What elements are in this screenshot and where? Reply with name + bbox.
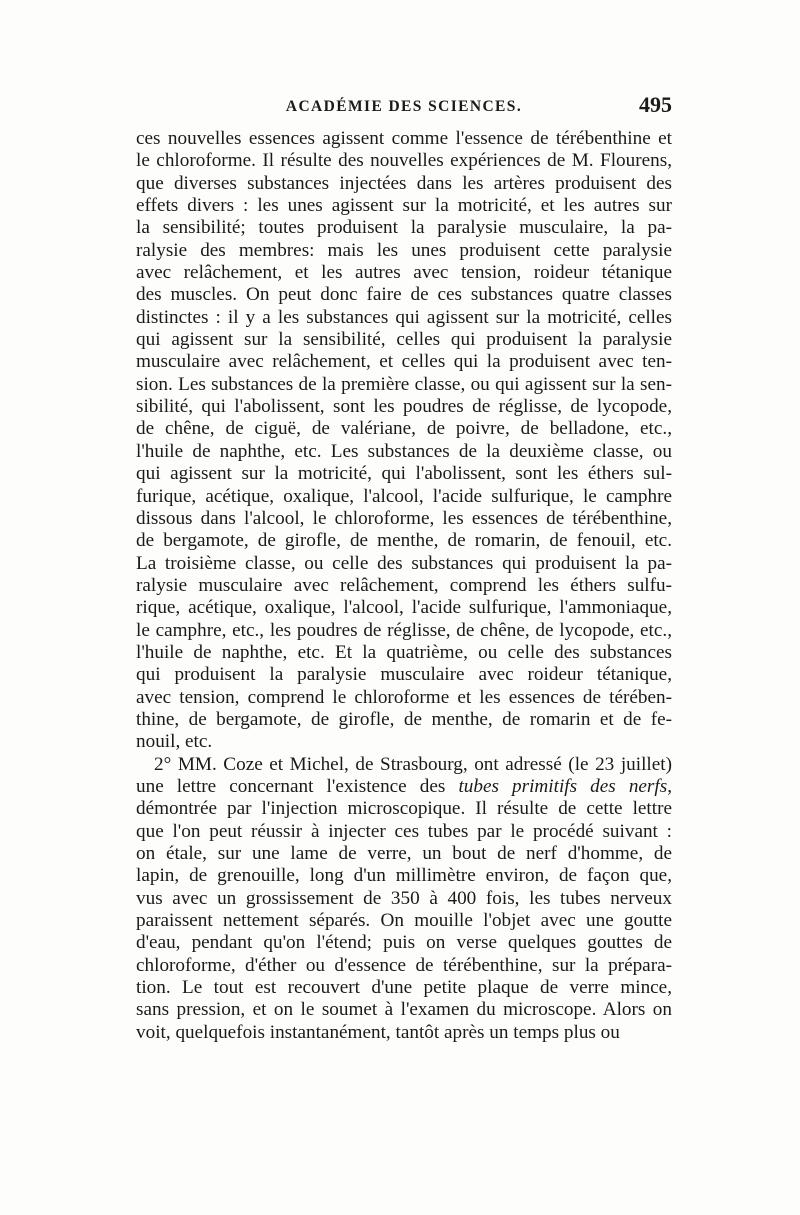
text-line: lapin, de grenouille, long d'un millimètre environ, de façon que, [136,865,672,887]
text-line: on étale, sur une lame de verre, un bout de nerf d'homme, de [136,843,672,864]
text-line: 2° MM. Coze et Michel, de Strasbourg, ont adressé (le 23 juillet) [154,753,672,775]
text-line: avec tension, comprend le chloroforme et les essences de térében- [136,686,672,708]
text-line: l'huile de naphthe, etc. Les substances de la deuxième classe, ou [136,440,672,462]
text-line: avec relâchement, et les autres avec tension, roideur tétanique [136,262,672,284]
text-line: de bergamote, de girofle, de menthe, de romarin, de fenouil, etc. [136,530,672,552]
body-text [136,128,672,1044]
paragraph-2-lines [136,798,672,1044]
running-head [136,92,672,124]
text-line: ralysie musculaire avec relâchement, comprend les éthers sulfu- [136,574,672,596]
text-line: paraissent nettement séparés. On mouille l'objet avec une goutte [136,910,672,932]
text-line: qui agissent sur la sensibilité, celles qui produisent la paralysie [136,329,672,351]
text-line [136,776,672,798]
text-line: effets divers : les unes agissent sur la motricité, et les autres sur [136,195,672,217]
text-line: La troisième classe, ou celle des substances qui produisent la pa- [136,552,672,574]
text-line: qui produisent la paralysie musculaire avec roideur tétanique, [136,664,672,686]
text-line: tion. Le tout est recouvert d'une petite plaque de verre mince, [136,977,672,999]
running-title: ACADÉMIE DES SCIENCES. [285,98,523,115]
text-line: thine, de bergamote, de girofle, de menthe, de romarin et de fe- [136,708,672,730]
text-line: de chêne, de ciguë, de valériane, de poivre, de belladone, etc., [136,418,672,440]
text-line: musculaire avec relâchement, et celles qui la produisent avec ten- [136,351,672,373]
paragraph-1 [136,128,672,754]
text-line: sans pression, et on le soumet à l'examen du microscope. Alors on [136,999,672,1021]
text-line: le camphre, etc., les poudres de réglisse, de chêne, de lycopode, etc., [136,619,672,641]
text-line: des muscles. On peut donc faire de ces substances quatre classes [136,284,672,306]
text-line: le chloroforme. Il résulte des nouvelles expériences de M. Flourens, [136,150,672,172]
text-line: sibilité, qui l'abolissent, sont les poudres de réglisse, de lycopode, [136,396,672,418]
page-number: 495 [639,92,672,117]
text-line: ralysie des membres: mais les unes produisent cette paralysie [136,239,672,261]
text-line: que diverses substances injectées dans les artères produisent des [136,172,672,194]
text-line: la sensibilité; toutes produisent la paralysie musculaire, la pa- [136,217,672,239]
text-line: furique, acétique, oxalique, l'alcool, l'acide sulfurique, le camphre [136,485,672,507]
text-line: ces nouvelles essences agissent comme l'essence de térébenthine et [136,128,672,149]
text-line: qui agissent sur la motricité, qui l'abolissent, sont les éthers sul- [136,463,672,485]
text-line: rique, acétique, oxalique, l'alcool, l'acide sulfurique, l'ammoniaque, [136,597,672,619]
text-line: nouil, etc. [136,731,213,753]
text-line: d'eau, pendant qu'on l'étend; puis on verse quelques gouttes de [136,932,672,954]
text-line: que l'on peut réussir à injecter ces tubes par le procédé suivant : [136,820,672,842]
text-line: vus avec un grossissement de 350 à 400 fois, les tubes nerveux [136,887,672,909]
text-line: voit, quelquefois instantanément, tantôt après un temps plus ou [136,1021,620,1043]
text-line: démontrée par l'injection microscopique. Il résulte de cette lettre [136,798,672,820]
text-line: chloroforme, d'éther ou d'essence de térébenthine, sur la prépara- [136,954,672,976]
text-line: distinctes : il y a les substances qui agissent sur la motricité, celles [136,306,672,328]
italic-term: tubes primitifs des nerfs [458,775,668,797]
text-line: dissous dans l'alcool, le chloroforme, les essences de térébenthine, [136,507,672,529]
paragraph-2 [136,754,672,1044]
text-line: l'huile de naphthe, etc. Et la quatrième, ou celle des substances [136,641,672,663]
text-line: sion. Les substances de la première classe, ou qui agissent sur la sen- [136,373,672,395]
text-run: une lettre concernant l'existence des [136,775,459,797]
text-run: , [667,775,672,797]
